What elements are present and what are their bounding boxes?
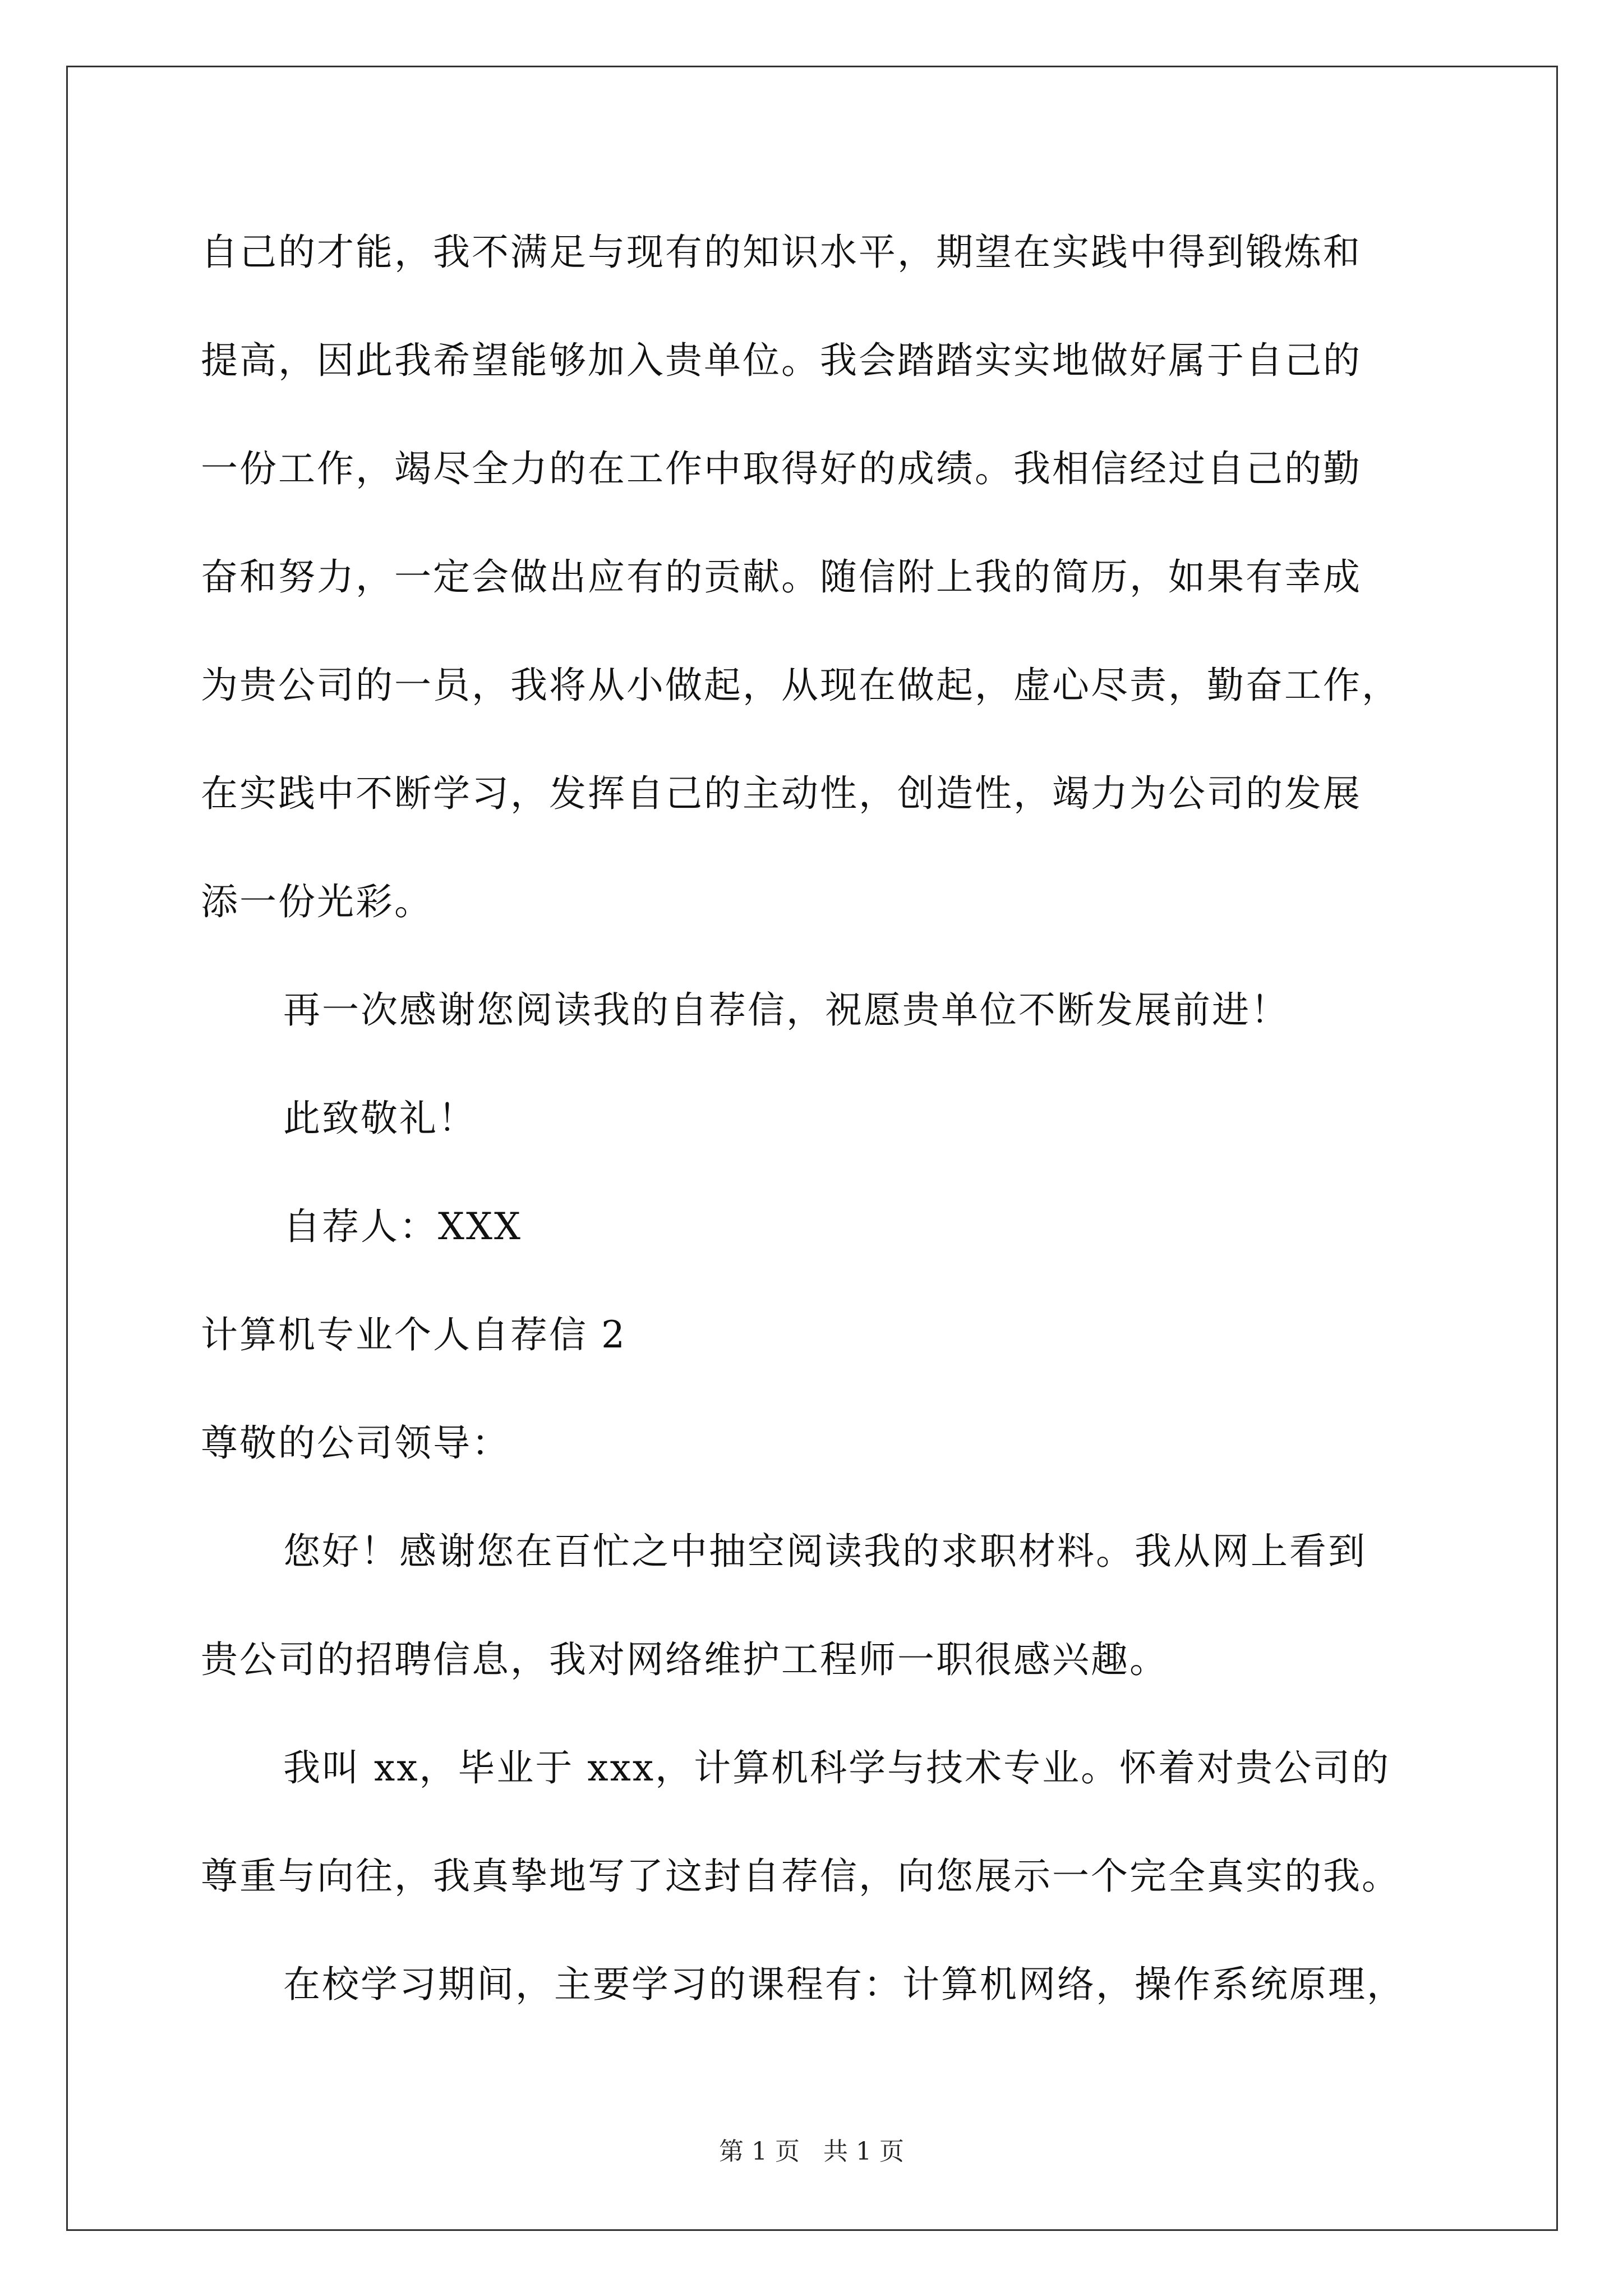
body-line-13: 您好！感谢您在百忙之中抽空阅读我的求职材料。我从网上看到 — [283, 1530, 1367, 1573]
body-line-16: 尊重与向往，我真挚地写了这封自荐信，向您展示一个完全真实的我。 — [201, 1855, 1400, 1898]
body-line-7: 添一份光彩。 — [201, 880, 433, 923]
body-line-9: 此致敬礼！ — [283, 1097, 477, 1140]
page-total: 共 1 页 — [823, 2137, 904, 2166]
body-line-14: 贵公司的招聘信息，我对网络维护工程师一职很感兴趣。 — [201, 1638, 1168, 1681]
page-border — [66, 66, 1558, 2231]
body-line-2: 提高，因此我希望能够加入贵单位。我会踏踏实实地做好属于自己的 — [201, 339, 1362, 382]
body-line-8: 再一次感谢您阅读我的自荐信，祝愿贵单位不断发展前进！ — [283, 988, 1289, 1032]
body-line-5: 为贵公司的一员，我将从小做起，从现在做起，虚心尽责，勤奋工作， — [201, 664, 1400, 707]
page-footer — [0, 2136, 1623, 2168]
section-heading: 计算机专业个人自荐信 2 — [201, 1313, 626, 1356]
body-line-1: 自己的才能，我不满足与现有的知识水平，期望在实践中得到锻炼和 — [201, 231, 1362, 274]
page-number: 第 1 页 — [719, 2137, 800, 2166]
body-line-15: 我叫 xx，毕业于 xxx，计算机科学与技术专业。怀着对贵公司的 — [283, 1746, 1391, 1789]
body-line-4: 奋和努力，一定会做出应有的贡献。随信附上我的简历，如果有幸成 — [201, 555, 1362, 599]
salutation: 尊敬的公司领导： — [201, 1421, 510, 1465]
body-line-6: 在实践中不断学习，发挥自己的主动性，创造性，竭力为公司的发展 — [201, 772, 1362, 815]
body-line-10: 自荐人：XXX — [283, 1205, 522, 1248]
body-line-3: 一份工作，竭尽全力的在工作中取得好的成绩。我相信经过自己的勤 — [201, 447, 1362, 490]
body-line-17: 在校学习期间，主要学习的课程有：计算机网络，操作系统原理， — [283, 1963, 1405, 2006]
